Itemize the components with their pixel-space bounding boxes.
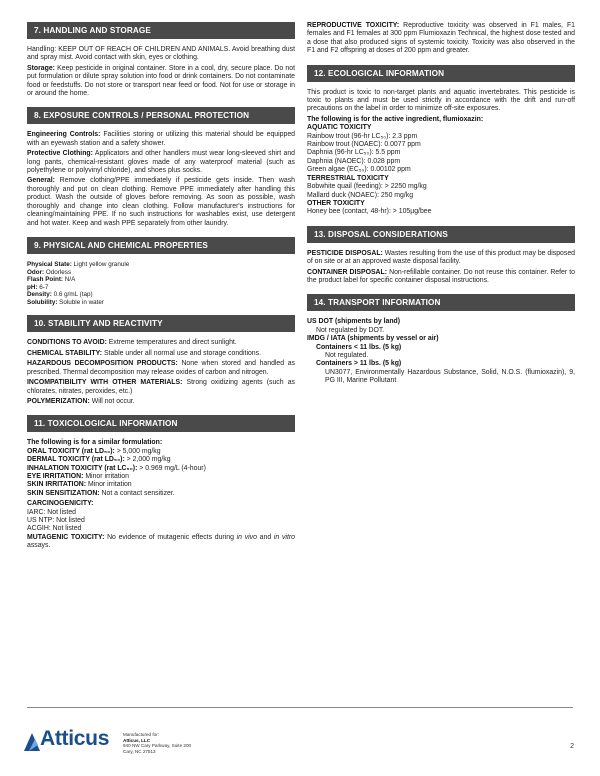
section-physical-chemical bbox=[27, 237, 295, 307]
carcinogenicity-item: ACGIH: Not listed bbox=[27, 525, 82, 533]
page-number: 2 bbox=[570, 743, 574, 750]
terrestrial-item: Mallard duck (NOAEC): 250 mg/kg bbox=[307, 191, 414, 199]
reproductive-toxicity-block bbox=[307, 22, 575, 56]
property-row bbox=[27, 291, 295, 299]
property-value: N/A bbox=[63, 276, 76, 284]
mutagenic-text-invivo: in vivo bbox=[236, 533, 257, 541]
tox-label: EYE IRRITATION: bbox=[27, 472, 84, 480]
pesticide-disposal-text bbox=[307, 250, 575, 267]
carcinogenicity-item: IARC: Not listed bbox=[27, 508, 77, 516]
section-heading: 13. DISPOSAL CONSIDERATIONS bbox=[307, 226, 575, 243]
container-disposal-body: Non-refillable container. Do not reuse this container. Refer to the product label for specific container disposal instructions. bbox=[307, 268, 575, 284]
handling-text: Handling: KEEP OUT OF REACH OF CHILDREN AND ANIMALS. Avoid breathing dust and spray mist. Avoid contact with skin, eyes or clothing. bbox=[27, 46, 295, 62]
polymerization-body: Will not occur. bbox=[89, 397, 135, 405]
incompatibility-label: INCOMPATIBILITY WITH OTHER MATERIALS: bbox=[27, 379, 183, 387]
mutagenic-toxicity-label: MUTAGENIC TOXICITY: bbox=[27, 533, 105, 541]
carcinogenicity-item: US NTP: Not listed bbox=[27, 516, 85, 524]
logo-text: Atticus bbox=[40, 727, 110, 750]
property-value: 6-7 bbox=[37, 283, 49, 291]
containers-large-text: UN3077, Environmentally Hazardous Substance, Solid, N.O.S. (flumioxazin), 9, PG III, Marine Pollutant bbox=[325, 368, 575, 385]
hazardous-decomposition-text bbox=[27, 360, 295, 377]
tox-value: Minor irritation bbox=[83, 472, 129, 480]
mutagenic-text-a: No evidence of mutagenic effects during bbox=[104, 533, 237, 541]
section-exposure-controls bbox=[27, 107, 295, 227]
section-heading: 14. TRANSPORT INFORMATION bbox=[307, 294, 575, 311]
protective-clothing-body: Applicators and other handlers must wear long-sleeved shirt and long pants, chemical-resistant gloves made of any waterproof material (such as polyethylene or polyvinyl chloride), and shoes plus socks. bbox=[27, 150, 295, 175]
aquatic-item: Green algae (EC₅₀): 0.00102 ppm bbox=[307, 166, 411, 174]
aquatic-item: Rainbow trout (NOAEC): 0.0077 ppm bbox=[307, 141, 421, 149]
containers-small-text: Not regulated. bbox=[325, 351, 369, 359]
property-value: 0.6 g/mL (tap) bbox=[51, 291, 93, 299]
tox-row bbox=[27, 490, 295, 498]
protective-clothing-text bbox=[27, 150, 295, 175]
tox-label: INHALATION TOXICITY (rat LC₅₀): bbox=[27, 464, 138, 472]
reproductive-toxicity-text bbox=[307, 22, 575, 56]
footer-divider bbox=[27, 707, 573, 708]
storage-text bbox=[27, 65, 295, 99]
general-label: General: bbox=[27, 177, 55, 185]
tox-row bbox=[27, 456, 295, 464]
manufacturer-address-2: Cary, NC 27513 bbox=[123, 748, 156, 754]
property-row bbox=[27, 276, 295, 284]
usdot-label: US DOT (shipments by land) bbox=[307, 318, 401, 326]
tox-value: Not a contact sensitizer. bbox=[99, 489, 175, 497]
protective-clothing-label: Protective Clothing: bbox=[27, 150, 93, 158]
toxicology-intro: The following is for a similar formulation: bbox=[27, 439, 163, 447]
reproductive-toxicity-body: Reproductive toxicity was observed in F1 males, F1 females and F1 females at 300 ppm Flumioxazin Technical, the highest dose tested and a dose that also produced signs of systemic toxicity. Toxicity was also observed in the F1 and F2 offspring at doses of 200 ppm and greater. bbox=[307, 22, 575, 55]
manufacturer-address-1: 940 NW Cary Parkway, Suite 200 bbox=[123, 743, 192, 749]
mutagenic-text-invitro: in vitro bbox=[273, 533, 296, 541]
conditions-to-avoid-text bbox=[27, 339, 295, 347]
tox-label: ORAL TOXICITY (rat LD₅₀): bbox=[27, 447, 115, 455]
other-toxicity-label: OTHER TOXICITY bbox=[307, 199, 365, 207]
tox-value: Minor irritation bbox=[86, 481, 132, 489]
section-heading: 12. ECOLOGICAL INFORMATION bbox=[307, 65, 575, 82]
ecological-text: This product is toxic to non-target plants and aquatic invertebrates. This pesticide is toxic to plants and must be used strictly in accordance with the drift and run-off precautions on the label in order to minimize off-site exposures. bbox=[307, 88, 575, 113]
aquatic-item: Daphnia (96-hr LC₅₀): 5.5 ppm bbox=[307, 149, 401, 157]
mutagenic-toxicity-text bbox=[27, 534, 295, 551]
property-value: Soluble in water bbox=[57, 298, 104, 306]
engineering-controls-text bbox=[27, 131, 295, 148]
conditions-to-avoid-body: Extreme temperatures and direct sunlight. bbox=[106, 339, 237, 347]
containers-large-label: Containers > 11 lbs. (5 kg) bbox=[316, 360, 402, 368]
polymerization-label: POLYMERIZATION: bbox=[27, 397, 90, 405]
storage-body: Keep pesticide in original container. Store in a cool, dry, secure place. Do not put formulation or dilute spray solution into food or drink containers. Do not contaminate food or feedstuffs. Do not store or transport near feed or food. Not for use or storage in or around the home. bbox=[27, 64, 295, 98]
manufacturer-name-text: Atticus, LLC bbox=[123, 737, 151, 743]
property-label: Flash Point: bbox=[27, 276, 64, 284]
reproductive-toxicity-label: REPRODUCTIVE TOXICITY: bbox=[307, 22, 400, 29]
section-toxicological bbox=[27, 415, 295, 550]
other-item: Honey bee (contact, 48-hr): > 105µg/bee bbox=[307, 208, 432, 216]
section-ecological bbox=[307, 65, 575, 217]
property-label: pH: bbox=[27, 283, 38, 291]
hazardous-decomposition-body: None when stored and handled as prescribed. Thermal decomposition may release oxides of carbon and nitrogen. bbox=[27, 360, 295, 376]
section-handling-storage bbox=[27, 22, 295, 98]
chemical-stability-label: CHEMICAL STABILITY: bbox=[27, 349, 103, 357]
mutagenic-text-b: and bbox=[256, 533, 274, 541]
section-heading: 8. EXPOSURE CONTROLS / PERSONAL PROTECTION bbox=[27, 107, 295, 124]
section-stability-reactivity bbox=[27, 315, 295, 406]
storage-label: Storage: bbox=[27, 64, 55, 72]
usdot-text: Not regulated by DOT. bbox=[316, 326, 385, 334]
imdg-label: IMDG / IATA (shipments by vessel or air) bbox=[307, 335, 439, 343]
property-label: Solubility: bbox=[27, 298, 58, 306]
general-body: Remove clothing/PPE immediately if pesticide gets inside. Then wash thoroughly and put on clean clothing. Remove PPE immediately after handling this product. Wash the outside of gloves before removing. As soon as possible, wash thoroughly and change into clean clothing. Follow manufacturer's instructions for cleaning/maintaining PPE. If no such instructions for washables exist, use detergent and hot water. Keep and wash PPE separately from other laundry. bbox=[27, 177, 295, 227]
container-disposal-label: CONTAINER DISPOSAL: bbox=[307, 268, 388, 276]
tox-row bbox=[27, 465, 295, 473]
property-row bbox=[27, 284, 295, 292]
left-column bbox=[27, 22, 295, 560]
manufacturer-info bbox=[123, 732, 191, 754]
tox-value: > 0.969 mg/L (4-hour) bbox=[137, 464, 206, 472]
incompatibility-text bbox=[27, 379, 295, 396]
property-label: Odor: bbox=[27, 268, 45, 276]
aquatic-item: Rainbow trout (96-hr LC₅₀): 2.3 ppm bbox=[307, 132, 418, 140]
tox-label: DERMAL TOXICITY (rat LD₅₀): bbox=[27, 456, 125, 464]
polymerization-text bbox=[27, 398, 295, 406]
ecological-intro: The following is for the active ingredient, flumioxazin: bbox=[307, 115, 484, 123]
section-disposal bbox=[307, 226, 575, 286]
section-heading: 10. STABILITY AND REACTIVITY bbox=[27, 315, 295, 332]
property-value: Light yellow granule bbox=[71, 260, 130, 268]
engineering-controls-label: Engineering Controls: bbox=[27, 131, 101, 139]
section-heading: 9. PHYSICAL AND CHEMICAL PROPERTIES bbox=[27, 237, 295, 254]
container-disposal-text bbox=[307, 269, 575, 286]
engineering-controls-body: Facilities storing or utilizing this material should be equipped with an eyewash station and a safety shower. bbox=[27, 131, 295, 147]
carcinogenicity-label: CARCINOGENICITY: bbox=[27, 500, 94, 508]
aquatic-toxicity-label: AQUATIC TOXICITY bbox=[307, 124, 372, 132]
tox-label: SKIN IRRITATION: bbox=[27, 481, 87, 489]
chemical-stability-body: Stable under all normal use and storage conditions. bbox=[102, 349, 261, 357]
tox-label: SKIN SENSITIZATION: bbox=[27, 489, 100, 497]
property-label: Density: bbox=[27, 291, 52, 299]
pesticide-disposal-label: PESTICIDE DISPOSAL: bbox=[307, 249, 383, 257]
property-row bbox=[27, 299, 295, 307]
right-column bbox=[307, 22, 575, 395]
containers-small-label: Containers < 11 lbs. (5 kg) bbox=[316, 343, 402, 351]
tox-value: > 2,000 mg/kg bbox=[124, 456, 171, 464]
aquatic-item: Daphnia (NAOEC): 0.028 ppm bbox=[307, 157, 401, 165]
terrestrial-item: Bobwhite quail (feeding): > 2250 mg/kg bbox=[307, 183, 427, 191]
tox-value: > 5,000 mg/kg bbox=[114, 447, 161, 455]
tox-row bbox=[27, 448, 295, 456]
section-transport bbox=[307, 294, 575, 385]
property-row bbox=[27, 261, 295, 269]
hazardous-decomposition-label: HAZARDOUS DECOMPOSITION PRODUCTS: bbox=[27, 360, 178, 368]
tox-row bbox=[27, 481, 295, 489]
mutagenic-text-c: assays. bbox=[27, 542, 51, 550]
property-label: Physical State: bbox=[27, 260, 72, 268]
property-value: Odorless bbox=[44, 268, 72, 276]
conditions-to-avoid-label: CONDITIONS TO AVOID: bbox=[27, 339, 107, 347]
section-heading: 7. HANDLING AND STORAGE bbox=[27, 22, 295, 39]
pesticide-disposal-body: Wastes resulting from the use of this product may be disposed of on site or at an approved waste disposal facility. bbox=[307, 249, 575, 266]
section-heading: 11. TOXICOLOGICAL INFORMATION bbox=[27, 415, 295, 432]
property-row bbox=[27, 269, 295, 277]
tox-row bbox=[27, 473, 295, 481]
general-text bbox=[27, 177, 295, 227]
terrestrial-toxicity-label: TERRESTRIAL TOXICITY bbox=[307, 174, 389, 182]
incompatibility-body: Strong oxidizing agents (such as chlorates, nitrates, peroxides, etc.) bbox=[27, 379, 295, 395]
chemical-stability-text bbox=[27, 350, 295, 358]
manufacturer-title: Manufactured for: bbox=[123, 732, 160, 737]
